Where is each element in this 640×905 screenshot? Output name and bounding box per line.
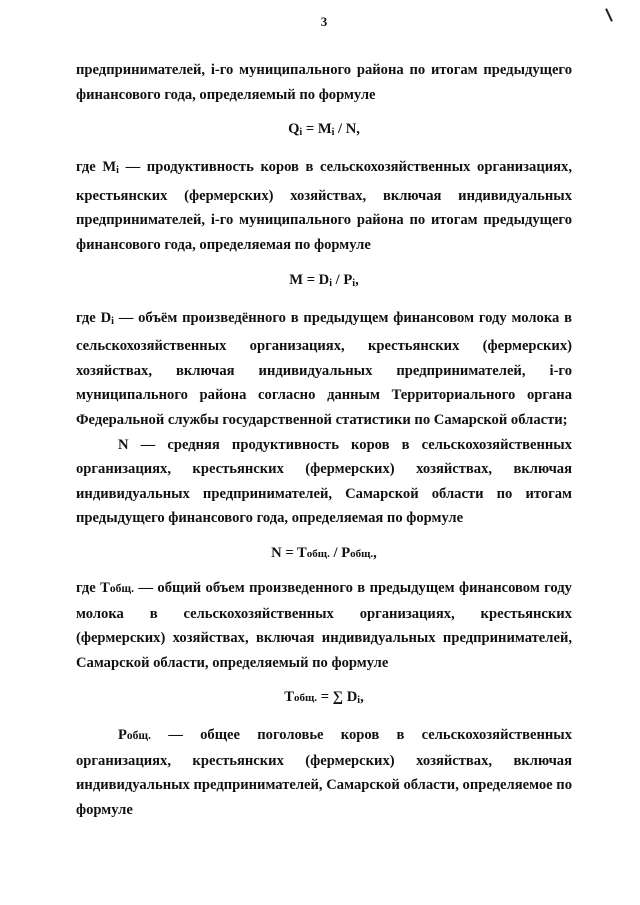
paragraph-5: где Tобщ. — общий объем произведенного в предыдущем финансовом году молока в сельскохозяйственных организациях, крестьянских (фермерских) хозяйствах, включая индивидуальных предпринимателей, Самарской области, определяемый по формуле <box>76 579 572 671</box>
formula-m: $M = D_i / P_i$, <box>289 271 359 289</box>
scan-mark <box>605 8 613 22</box>
paragraph-3: где Di — объём произведённого в предыдущем финансовом году молока в сельскохозяйственных организациях, крестьянских (фермерских) хозяйствах, включая индивидуальных предпринимателей, i-го муниципального района согласно данным Территориального органа Федеральной службы государственной статистики по Самарской области; <box>76 309 572 428</box>
paragraph-4: N — средняя продуктивность коров в сельскохозяйственных организациях, крестьянских (фермерских) хозяйствах, включая индивидуальных предпринимателей, Самарской области по итогам предыдущего финансового года, определяемая по формуле <box>76 436 572 527</box>
formula-q: $Q_i = M_i / N$, <box>288 121 360 139</box>
document-body <box>76 58 572 823</box>
formula-n: N = Tобщ. / Pобщ., <box>271 544 377 561</box>
page-number: 3 <box>320 14 328 29</box>
paragraph-1: предпринимателей, i-го муниципального района по итогам предыдущего финансового года, определяемый по формуле <box>76 62 572 103</box>
paragraph-6: Pобщ. — общее поголовье коров в сельскохозяйственных организациях, крестьянских (фермерских) хозяйствах, включая индивидуальных предпринимателей, Самарской области, определяемое по формуле <box>76 727 572 819</box>
formula-t: Tобщ. = ∑ $D_i$, <box>284 689 364 707</box>
paragraph-2: где Mi — продуктивность коров в сельскохозяйственных организациях, крестьянских (фермерских) хозяйствах, включая индивидуальных предпринимателей, i-го муниципального района по итогам предыдущего финансового года, определяемая по формуле <box>76 159 573 253</box>
